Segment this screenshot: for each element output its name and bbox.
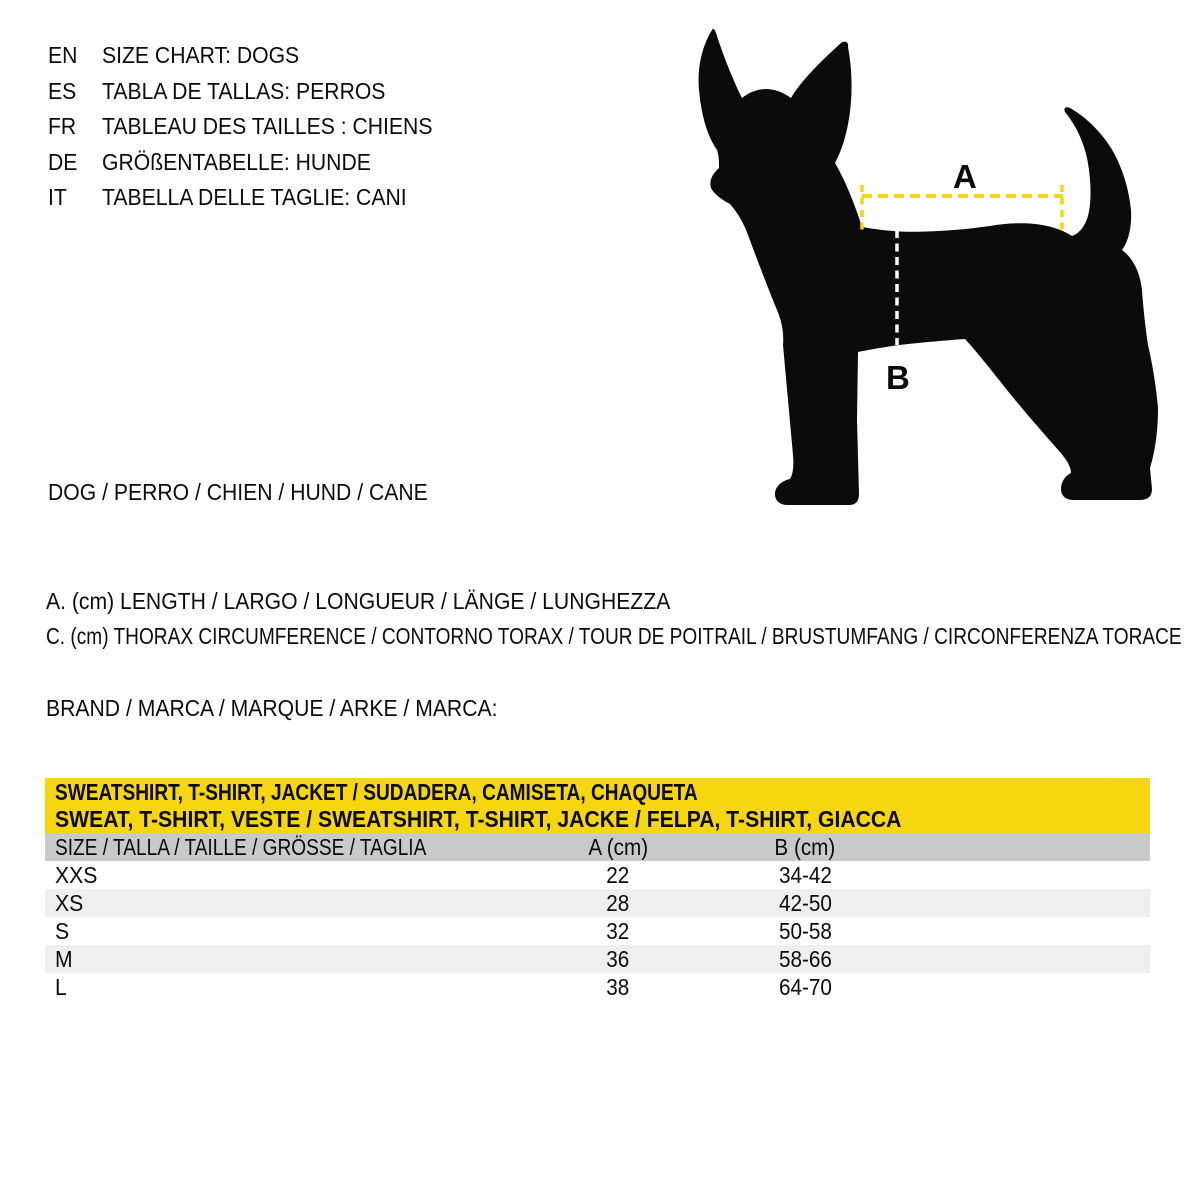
- col-a-header: A (cm): [588, 834, 648, 860]
- table-row-l: [45, 973, 1150, 1001]
- size-cell: S: [55, 918, 70, 944]
- measure-a-label: A: [953, 158, 977, 195]
- legend-thorax-line: C. (cm) THORAX CIRCUMFERENCE / CONTORNO TORAX / TOUR DE POITRAIL / BRUSTUMFANG / CIRCONFERENZA TORACE: [46, 623, 1182, 649]
- language-code: IT: [48, 184, 67, 210]
- b-cell: 50-58: [778, 918, 832, 944]
- language-code: EN: [48, 42, 78, 68]
- language-index: [48, 38, 461, 216]
- b-cell: 42-50: [778, 890, 832, 916]
- garment-type-line1: SWEATSHIRT, T-SHIRT, JACKET / SUDADERA, CAMISETA, CHAQUETA: [55, 778, 698, 805]
- dog-silhouette: [699, 29, 1158, 505]
- size-cell: L: [55, 974, 67, 1000]
- size-table: [45, 778, 1150, 1001]
- language-row-de: [48, 145, 461, 181]
- animal-label: DOG / PERRO / CHIEN / HUND / CANE: [48, 479, 428, 505]
- language-row-en: [48, 38, 461, 74]
- a-cell: 28: [606, 890, 630, 916]
- table-row-xs: [45, 889, 1150, 917]
- garment-type-line2: SWEAT, T-SHIRT, VESTE / SWEATSHIRT, T-SHIRT, JACKE / FELPA, T-SHIRT, GIACCA: [55, 805, 902, 832]
- table-row-xxs: [45, 861, 1150, 889]
- col-b-header: B (cm): [774, 834, 836, 860]
- measure-b-label: B: [886, 359, 910, 396]
- b-cell: 34-42: [778, 862, 832, 888]
- a-cell: 38: [606, 974, 630, 1000]
- language-title: TABLA DE TALLAS: PERROS: [102, 77, 386, 104]
- garment-type-band: [45, 778, 1150, 833]
- language-title: TABELLA DELLE TAGLIE: CANI: [102, 184, 407, 210]
- table-row-s: [45, 917, 1150, 945]
- legend-length-line: A. (cm) LENGTH / LARGO / LONGUEUR / LÄNGE / LUNGHEZZA: [46, 588, 671, 614]
- language-code: FR: [48, 113, 77, 139]
- size-cell: XXS: [55, 862, 98, 888]
- a-cell: 22: [606, 862, 630, 888]
- b-cell: 58-66: [778, 946, 832, 972]
- language-code: ES: [48, 77, 77, 104]
- language-title: TABLEAU DES TAILLES : CHIENS: [102, 113, 433, 139]
- language-title: SIZE CHART: DOGS: [102, 42, 300, 68]
- language-row-it: [48, 180, 461, 216]
- language-code: DE: [48, 148, 78, 175]
- brand-line: BRAND / MARCA / MARQUE / ARKE / MARCA:: [46, 695, 498, 721]
- language-row-es: [48, 74, 461, 110]
- language-row-fr: [48, 109, 461, 145]
- col-size-header: SIZE / TALLA / TAILLE / GRÖSSE / TAGLIA: [55, 834, 427, 860]
- table-row-m: [45, 945, 1150, 973]
- language-title: GRÖßENTABELLE: HUNDE: [102, 148, 371, 175]
- table-header-row: [45, 833, 1150, 861]
- a-cell: 36: [606, 946, 630, 972]
- size-cell: M: [55, 946, 73, 972]
- size-cell: XS: [55, 890, 84, 916]
- a-cell: 32: [606, 918, 630, 944]
- b-cell: 64-70: [778, 974, 832, 1000]
- dog-measurement-diagram: [676, 18, 1176, 518]
